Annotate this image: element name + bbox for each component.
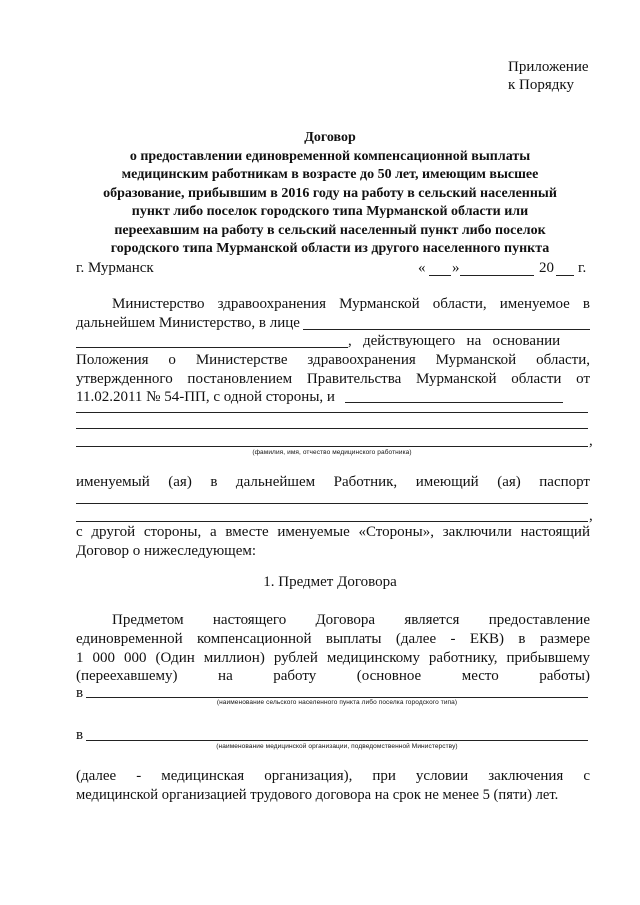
settlement-caption: (наименование сельского населенного пункта либо поселка городского типа) <box>216 699 458 706</box>
appendix-note <box>508 58 589 94</box>
month-blank[interactable] <box>460 275 534 276</box>
title-line: медицинским работникам в возрасте до 50 лет, имеющим высшее <box>121 167 539 182</box>
preamble-line-4: Положения о Министерстве здравоохранения Мурманской области, <box>76 352 590 368</box>
worker-name-blank[interactable] <box>345 402 563 403</box>
preamble-line-5: утвержденного постановлением Правительства Мурманской области от <box>76 371 590 387</box>
section-1-line-4: (переехавшему) на работу (основное место работы) <box>76 668 590 684</box>
worker-name-line-2[interactable] <box>76 428 588 429</box>
preamble-line-2: дальнейшем Министерство, в лице <box>76 315 300 331</box>
section-1-line-2: единовременной компенсационной выплаты (далее - ЕКВ) в размере <box>76 631 590 647</box>
title-line: о предоставлении единовременной компенсационной выплаты <box>129 148 531 164</box>
in-prefix-2: в <box>76 727 84 743</box>
organization-blank[interactable] <box>86 740 588 741</box>
comma: , <box>589 508 593 524</box>
city-label: г. Мурманск <box>76 260 154 276</box>
year-suffix: г. <box>578 260 587 276</box>
representative-blank-continued[interactable] <box>76 347 348 348</box>
section-1-title: 1. Предмет Договора <box>263 574 397 590</box>
section-1-line-1: Предметом настоящего Договора является предоставление <box>112 612 590 628</box>
worker-line-4: Договор о нижеследующем: <box>76 543 257 559</box>
worker-line-3: с другой стороны, а вместе именуемые «Стороны», заключили настоящий <box>76 524 590 540</box>
title-line: образование, прибывшим в 2016 году на работу в сельский населенный <box>103 185 557 201</box>
date-open-quote: « <box>418 260 426 276</box>
title-line: пункт либо поселок городского типа Мурманской области или <box>131 204 529 219</box>
worker-name-line-1[interactable] <box>76 412 588 413</box>
year-blank[interactable] <box>556 275 574 276</box>
preamble-line-6: 11.02.2011 № 54-ПП, с одной стороны, и <box>76 389 335 405</box>
settlement-blank[interactable] <box>86 697 588 698</box>
date-close-quote: » <box>452 260 460 276</box>
section-1-line-5: (далее - медицинская организация), при условии заключения с <box>76 768 590 784</box>
title-heading: Договор <box>304 130 356 145</box>
day-blank[interactable] <box>429 275 451 276</box>
worker-line-1: именуемый (ая) в дальнейшем Работник, имеющий (ая) паспорт <box>76 474 590 490</box>
title-line: переехавшим на работу в сельский населенный пункт либо поселок <box>114 222 546 238</box>
passport-line-1[interactable] <box>76 503 588 504</box>
comma: , <box>589 433 593 449</box>
representative-blank[interactable] <box>303 329 590 330</box>
preamble-line-3-tail: , действующего на основании <box>348 333 561 349</box>
worker-name-line-3[interactable] <box>76 446 588 447</box>
year-prefix: 20 <box>539 260 554 276</box>
organization-caption: (наименование медицинской организации, подведомственной Министерству) <box>216 743 458 750</box>
title-line: городского типа Мурманской области из другого населенного пункта <box>110 241 550 256</box>
in-prefix-1: в <box>76 685 84 701</box>
appendix-line-1: Приложение <box>508 59 589 75</box>
section-1-line-3: 1 000 000 (Один миллион) рублей медицинскому работнику, прибывшему <box>76 650 590 666</box>
appendix-line-2: к Порядку <box>508 77 574 93</box>
preamble-line-1: Министерство здравоохранения Мурманской области, именуемое в <box>112 296 590 312</box>
document-title <box>60 129 600 259</box>
passport-line-2[interactable] <box>76 521 588 522</box>
section-1-line-6: медицинской организацией трудового договора на срок не менее 5 (пяти) лет. <box>76 787 559 803</box>
worker-name-caption: (фамилия, имя, отчество медицинского работника) <box>252 449 412 456</box>
